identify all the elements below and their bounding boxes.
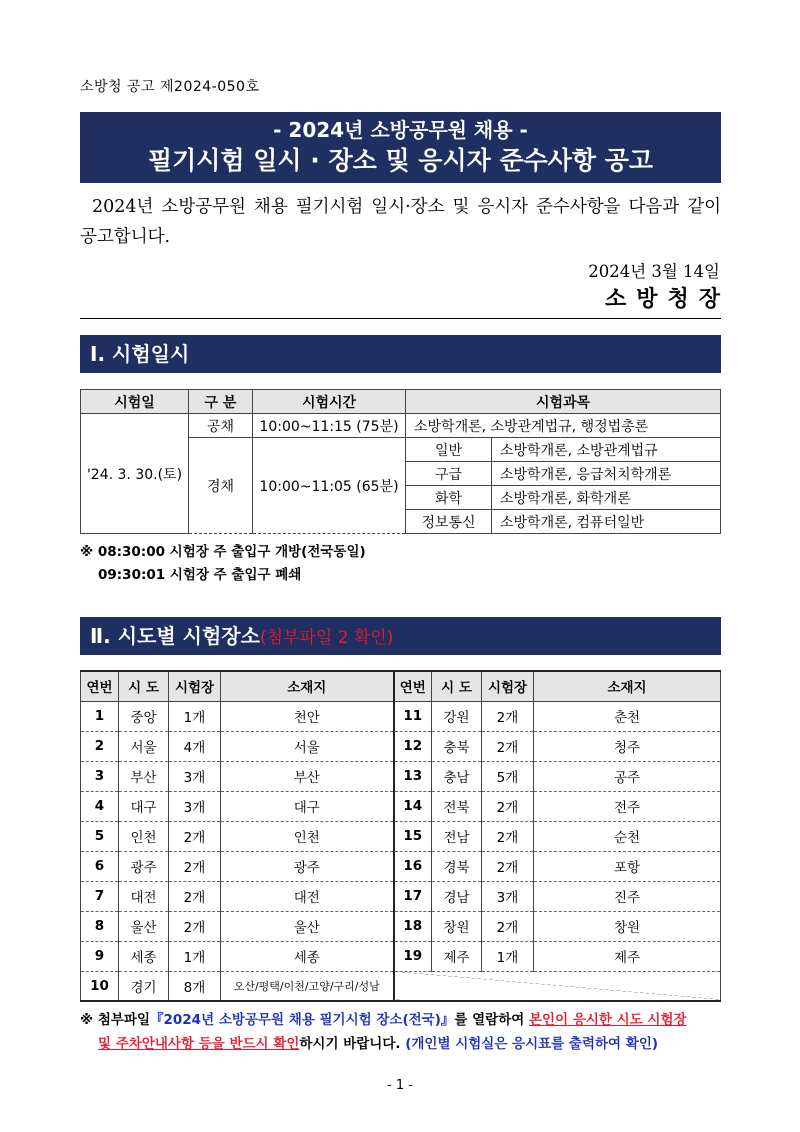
venue-no: 6 — [81, 851, 119, 881]
notice-number: 소방청 공고 제2024-050호 — [80, 79, 260, 95]
intro-text: 2024년 소방공무원 채용 필기시험 일시·장소 및 응시자 준수사항을 다음과 같이 공고합니다. — [80, 197, 721, 247]
table-row — [81, 911, 721, 941]
field-ems: 구급 — [406, 462, 492, 486]
attachment-name: 『2024년 소방공무원 채용 필기시험 장소(전국)』 — [150, 1012, 455, 1028]
venue-count: 5개 — [482, 761, 534, 791]
venue-region: 부산 — [119, 761, 169, 791]
time-career: 10:00~11:05 (65분) — [253, 438, 406, 534]
venue-no: 10 — [81, 971, 119, 1001]
venue-region: 대구 — [119, 791, 169, 821]
venue-region: 대전 — [119, 881, 169, 911]
exam-date: '24. 3. 30.(토) — [81, 414, 189, 534]
venue-count: 1개 — [169, 941, 221, 971]
type-public: 공채 — [189, 414, 253, 438]
title-line2: 필기시험 일시 · 장소 및 응시자 준수사항 공고 — [147, 146, 654, 175]
header-count-left: 시험장 — [169, 671, 221, 701]
table-row — [81, 881, 721, 911]
header-no-right: 연번 — [394, 671, 432, 701]
venue-region: 경북 — [432, 851, 482, 881]
venue-region: 전북 — [432, 791, 482, 821]
venue-no: 17 — [394, 881, 432, 911]
venue-count: 2개 — [169, 851, 221, 881]
field-it: 정보통신 — [406, 510, 492, 534]
venue-no: 19 — [394, 941, 432, 971]
venue-no: 2 — [81, 731, 119, 761]
venue-location: 울산 — [221, 911, 394, 941]
venue-region: 충남 — [432, 761, 482, 791]
venue-location: 오산/평택/이천/고양/구리/성남 — [221, 971, 394, 1001]
note-text: 를 열람하여 — [454, 1012, 529, 1028]
venue-region: 울산 — [119, 911, 169, 941]
venue-count: 2개 — [482, 911, 534, 941]
signature: 소방청장 — [604, 286, 730, 312]
venue-count: 3개 — [169, 791, 221, 821]
venue-count: 1개 — [169, 701, 221, 731]
exam-schedule-table — [80, 389, 721, 534]
venue-location: 세종 — [221, 941, 394, 971]
venue-count: 2개 — [482, 821, 534, 851]
venue-region: 인천 — [119, 821, 169, 851]
venue-no: 18 — [394, 911, 432, 941]
venue-count: 3개 — [482, 881, 534, 911]
type-career: 경채 — [189, 438, 253, 534]
venue-location: 진주 — [534, 881, 721, 911]
venue-count: 2개 — [169, 821, 221, 851]
subjects-chemistry: 소방학개론, 화학개론 — [492, 486, 721, 510]
title-line1: - 2024년 소방공무원 채용 - — [273, 118, 528, 142]
venue-region: 중앙 — [119, 701, 169, 731]
note-blue: (개인별 시험실은 응시표를 출력하여 확인) — [405, 1036, 659, 1052]
header-type: 구 분 — [189, 390, 253, 414]
section2-title — [80, 617, 721, 655]
table-row — [81, 791, 721, 821]
subjects-ems: 소방학개론, 응급처치학개론 — [492, 462, 721, 486]
venue-no: 8 — [81, 911, 119, 941]
venue-count: 2개 — [482, 701, 534, 731]
venue-region: 경기 — [119, 971, 169, 1001]
header-subjects: 시험과목 — [406, 390, 721, 414]
header-location-left: 소재지 — [221, 671, 394, 701]
table-row — [81, 731, 721, 761]
venue-no: 11 — [394, 701, 432, 731]
venue-location: 대전 — [221, 881, 394, 911]
venue-region: 세종 — [119, 941, 169, 971]
venue-location: 공주 — [534, 761, 721, 791]
venue-location: 청주 — [534, 731, 721, 761]
venue-no: 9 — [81, 941, 119, 971]
header-location-right: 소재지 — [534, 671, 721, 701]
venue-location: 대구 — [221, 791, 394, 821]
venue-no: 15 — [394, 821, 432, 851]
venue-region: 제주 — [432, 941, 482, 971]
note-emphasis-2: 및 주차안내사항 등을 반드시 확인 — [98, 1036, 300, 1052]
header-exam-date: 시험일 — [81, 390, 189, 414]
venue-location: 서울 — [221, 731, 394, 761]
header-count-right: 시험장 — [482, 671, 534, 701]
venue-count: 2개 — [169, 881, 221, 911]
time-public: 10:00~11:15 (75분) — [253, 414, 406, 438]
section2-title-red: (첨부파일 2 확인) — [259, 628, 394, 648]
venue-location: 순천 — [534, 821, 721, 851]
note-emphasis-1: 본인이 응시한 시도 시험장 — [528, 1012, 687, 1028]
venue-no: 5 — [81, 821, 119, 851]
gate-open-note: ※ 08:30:00 시험장 주 출입구 개방(전국동일) — [80, 544, 366, 560]
venue-no: 7 — [81, 881, 119, 911]
divider — [80, 318, 721, 319]
venue-no: 4 — [81, 791, 119, 821]
venue-location: 천안 — [221, 701, 394, 731]
venue-region: 충북 — [432, 731, 482, 761]
section2-title-text: Ⅱ. 시도별 시험장소 — [90, 624, 260, 648]
venue-count: 2개 — [482, 791, 534, 821]
empty-cell — [394, 971, 721, 1001]
venue-no: 1 — [81, 701, 119, 731]
table-row — [81, 761, 721, 791]
subjects-general: 소방학개론, 소방관계법규 — [492, 438, 721, 462]
venue-count: 2개 — [169, 911, 221, 941]
note-text-2: 하시기 바랍니다. — [299, 1036, 401, 1052]
venue-location: 춘천 — [534, 701, 721, 731]
venue-no: 12 — [394, 731, 432, 761]
venue-location: 부산 — [221, 761, 394, 791]
gate-close-note: 09:30:01 시험장 주 출입구 폐쇄 — [98, 567, 302, 583]
venue-region: 강원 — [432, 701, 482, 731]
venue-region: 경남 — [432, 881, 482, 911]
exam-venue-table — [80, 670, 721, 1002]
venue-location: 제주 — [534, 941, 721, 971]
venue-region: 전남 — [432, 821, 482, 851]
note-prefix: ※ 첨부파일 — [80, 1012, 150, 1028]
field-chemistry: 화학 — [406, 486, 492, 510]
header-time: 시험시간 — [253, 390, 406, 414]
venue-count: 2개 — [482, 851, 534, 881]
gate-notice — [80, 541, 366, 587]
table-row — [81, 701, 721, 731]
attachment-notice — [80, 1008, 730, 1056]
venue-location: 창원 — [534, 911, 721, 941]
venue-no: 3 — [81, 761, 119, 791]
venue-count: 1개 — [482, 941, 534, 971]
venue-location: 전주 — [534, 791, 721, 821]
section1-title: Ⅰ. 시험일시 — [80, 335, 721, 373]
subjects-it: 소방학개론, 컴퓨터일반 — [492, 510, 721, 534]
table-row — [81, 941, 721, 971]
subjects-public: 소방학개론, 소방관계법규, 행정법총론 — [406, 414, 721, 438]
field-general: 일반 — [406, 438, 492, 462]
venue-region: 광주 — [119, 851, 169, 881]
title-banner — [80, 112, 721, 183]
table-row — [81, 851, 721, 881]
page-number: - 1 - — [387, 1078, 413, 1093]
venue-no: 14 — [394, 791, 432, 821]
venue-location: 포항 — [534, 851, 721, 881]
venue-count: 3개 — [169, 761, 221, 791]
venue-location: 광주 — [221, 851, 394, 881]
venue-no: 16 — [394, 851, 432, 881]
venue-region: 서울 — [119, 731, 169, 761]
header-region-right: 시 도 — [432, 671, 482, 701]
venue-count: 2개 — [482, 731, 534, 761]
venue-count: 4개 — [169, 731, 221, 761]
venue-count: 8개 — [169, 971, 221, 1001]
table-row — [81, 821, 721, 851]
venue-location: 인천 — [221, 821, 394, 851]
venue-region: 창원 — [432, 911, 482, 941]
header-region-left: 시 도 — [119, 671, 169, 701]
venue-no: 13 — [394, 761, 432, 791]
notice-date: 2024년 3월 14일 — [588, 262, 720, 281]
table-row — [81, 971, 721, 1001]
header-no-left: 연번 — [81, 671, 119, 701]
